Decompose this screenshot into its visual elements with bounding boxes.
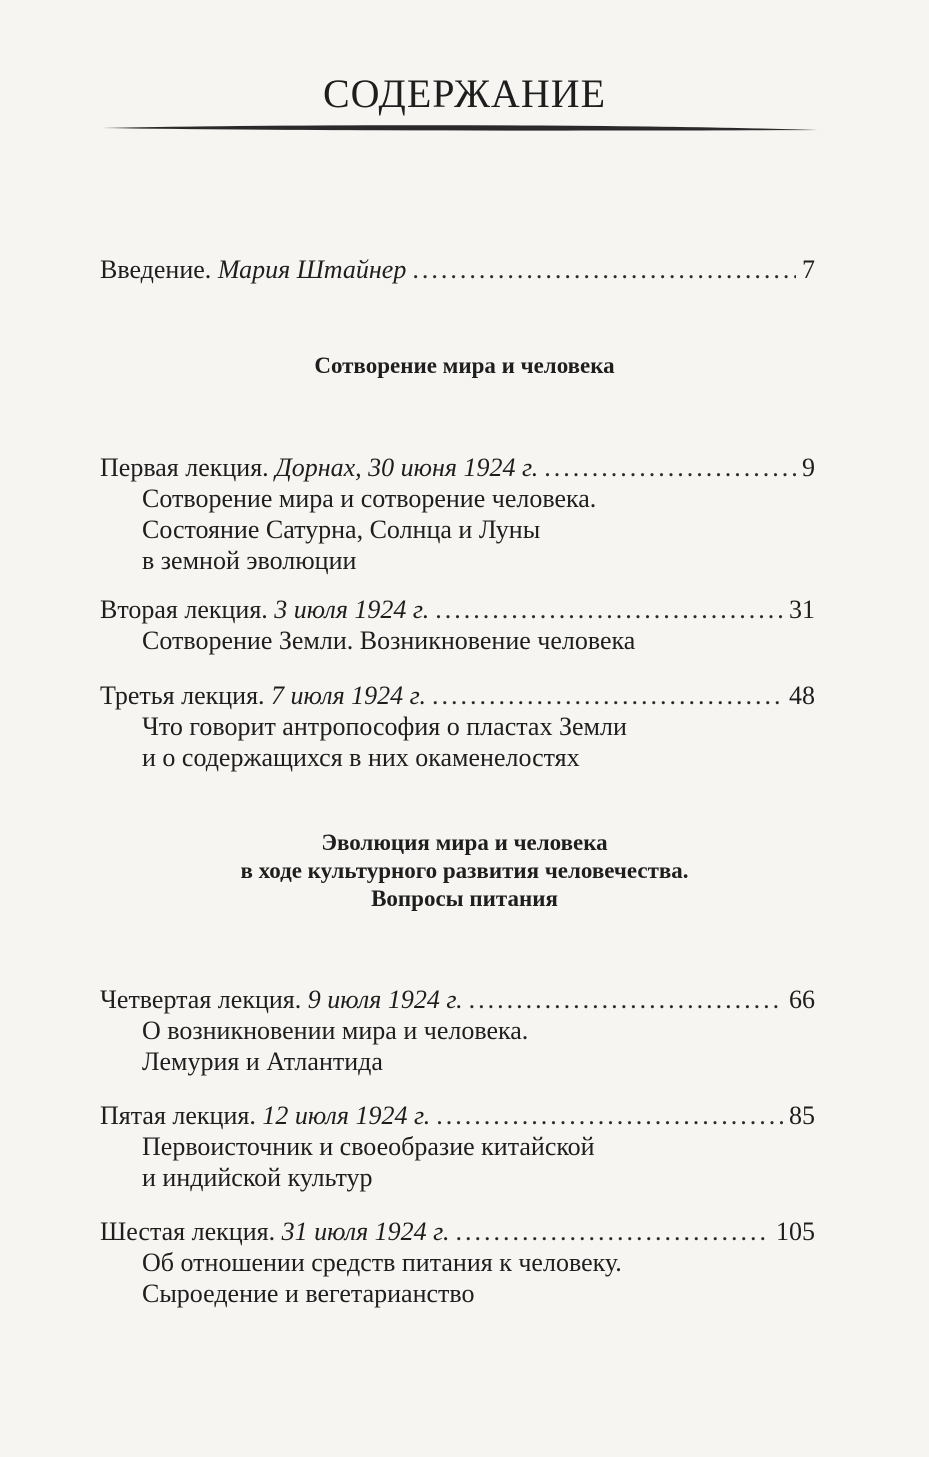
entry-label: Вторая лекция. xyxy=(100,595,268,624)
entry-author: Мария Штайнер xyxy=(217,255,407,284)
page-title: СОДЕРЖАНИЕ xyxy=(322,71,607,116)
section-heading-2: Эволюция мира и человека в ходе культурного развития человечества. Вопросы питания xyxy=(240,830,689,911)
dot-leader xyxy=(432,680,783,711)
entry-label: Четвертая лекция. xyxy=(100,985,302,1014)
page-number: 7 xyxy=(802,255,815,284)
dot-leader xyxy=(469,984,783,1015)
toc-entry-lecture-2 xyxy=(100,594,815,656)
toc-entry-lecture-3 xyxy=(100,680,815,773)
toc-entry-lecture-5 xyxy=(100,1100,815,1193)
toc-entry-lecture-4 xyxy=(100,984,815,1077)
dot-leader xyxy=(436,1100,783,1131)
entry-description: Сотворение Земли. Возникновение человека xyxy=(142,626,636,655)
entry-label: Первая лекция. xyxy=(100,453,269,482)
title-underline xyxy=(100,118,820,142)
dot-leader xyxy=(544,452,796,483)
entry-label: Шестая лекция. xyxy=(100,1217,276,1246)
page-number: 66 xyxy=(789,985,815,1014)
entry-date: 31 июля 1924 г. xyxy=(281,1217,450,1246)
dot-leader xyxy=(456,1216,771,1247)
entry-date: 3 июля 1924 г. xyxy=(274,595,430,624)
section-heading-1: Сотворение мира и человека xyxy=(314,353,615,378)
page-number: 85 xyxy=(789,1101,815,1130)
page-number: 31 xyxy=(789,595,815,624)
entry-description: О возникновении мира и человека. Лемурия и Атлантида xyxy=(142,1016,529,1076)
entry-description: Об отношении средств питания к человеку. Сыроедение и вегетарианство xyxy=(142,1248,622,1308)
entry-description: Первоисточник и своеобразие китайской и индийской культур xyxy=(142,1132,595,1192)
entry-label: Пятая лекция. xyxy=(100,1101,256,1130)
dot-leader xyxy=(435,594,783,625)
entry-description: Что говорит антропософия о пластах Земли и о содержащихся в них окаменелостях xyxy=(142,712,627,772)
entry-date: 7 июля 1924 г. xyxy=(271,681,426,710)
entry-description: Сотворение мира и сотворение человека. Состояние Сатурна, Солнца и Луны в земной эволюции xyxy=(142,484,597,575)
page-number: 9 xyxy=(802,453,815,482)
dot-leader xyxy=(412,254,796,285)
page-number: 48 xyxy=(789,681,815,710)
toc-entry-intro xyxy=(100,254,815,285)
entry-date: 12 июля 1924 г. xyxy=(262,1101,431,1130)
toc-entry-lecture-1 xyxy=(100,452,815,576)
entry-date: Дорнах, 30 июня 1924 г. xyxy=(275,453,539,482)
entry-date: 9 июля 1924 г. xyxy=(307,985,463,1014)
toc-entry-lecture-6 xyxy=(100,1216,815,1309)
page-number: 105 xyxy=(776,1217,815,1246)
entry-label: Третья лекция. xyxy=(100,681,265,710)
entry-label: Введение. xyxy=(100,255,212,284)
